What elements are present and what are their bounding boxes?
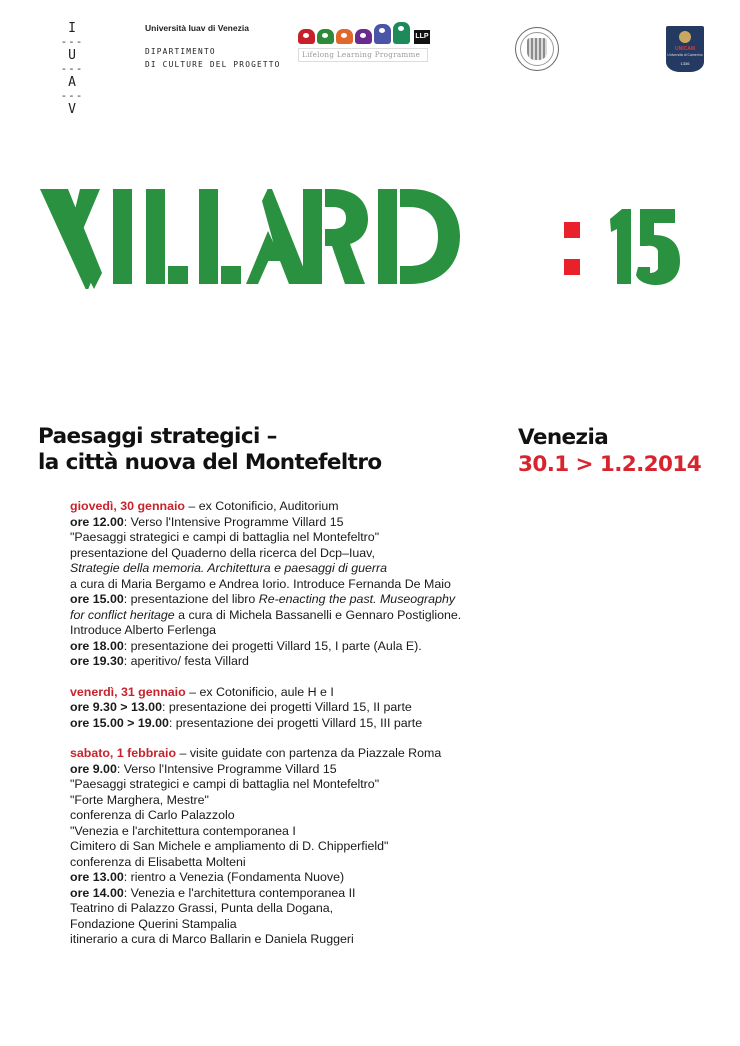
llp-caption: Lifelong Learning Programme: [298, 48, 428, 62]
line-text: : presentazione del libro: [123, 592, 259, 606]
department-name: [145, 45, 281, 71]
line-text: : presentazione dei progetti Villard 15, III parte: [168, 715, 423, 730]
llp-logo: [298, 22, 432, 64]
programme-day: [70, 685, 490, 732]
llp-shape-icon: [374, 24, 391, 44]
iuav-letter: A: [68, 75, 76, 90]
line-text: : presentazione dei progetti Villard 15, II parte: [161, 700, 412, 714]
line-text: "Forte Marghera, Mestre": [70, 792, 209, 807]
programme-line: [70, 886, 490, 902]
unicam-shield-icon: [666, 26, 704, 72]
university-seal-icon: [515, 27, 559, 71]
day-name: giovedì, 30 gennaio: [70, 499, 185, 513]
day-name: venerdì, 31 gennaio: [70, 684, 186, 699]
line-text: presentazione del Quaderno della ricerca del Dcp–Iuav,: [70, 545, 375, 560]
programme-line: [70, 700, 490, 716]
line-text: : Venezia e l'architettura contemporanea II: [123, 885, 356, 900]
programme-line: [70, 870, 490, 886]
day-heading: [70, 499, 490, 515]
time-label: ore 18.00: [70, 638, 124, 653]
line-text: : rientro a Venezia (Fondamenta Nuove): [123, 870, 345, 884]
day-venue: – visite guidate con partenza da Piazzale Roma: [176, 746, 442, 760]
programme-line: [70, 901, 490, 917]
time-label: ore 12.00: [70, 514, 124, 529]
programme-line: [70, 639, 490, 655]
line-text: itinerario a cura di Marco Ballarin e Daniela Ruggeri: [70, 932, 354, 946]
llp-shape-icon: [317, 29, 334, 44]
line-text: "Paesaggi strategici e campi di battaglia nel Montefeltro": [70, 530, 380, 544]
iuav-dash: ---: [60, 89, 84, 102]
book-title: Re-enacting the past. Museography: [258, 592, 456, 606]
llp-shape-icon: [336, 29, 353, 44]
time-label: ore 14.00: [70, 885, 124, 900]
line-text: : Verso l'Intensive Programme Villard 15: [116, 761, 337, 776]
time-label: ore 19.30: [70, 654, 124, 668]
programme-line: [70, 546, 490, 562]
event-dates: 30.1 > 1.2.2014: [518, 452, 702, 477]
shield-crest-icon: [679, 31, 691, 43]
llp-shape-icon: [355, 29, 372, 44]
programme-line: [70, 608, 490, 624]
event-city: Venezia: [518, 425, 609, 450]
llp-badge: LLP: [414, 30, 430, 44]
llp-shape-icon: [393, 22, 410, 44]
villard-title: [40, 189, 710, 289]
day-venue: – ex Cotonificio, Auditorium: [184, 499, 339, 513]
shield-subtitle: Università di Camerino: [667, 53, 703, 57]
department-line: DI CULTURE DEL PROGETTO: [145, 60, 281, 69]
programme-line: [70, 793, 490, 809]
time-label: ore 13.00: [70, 870, 124, 884]
line-text: Teatrino di Palazzo Grassi, Punta della Dogana,: [70, 901, 334, 915]
line-text: : presentazione dei progetti Villard 15, I parte (Aula E).: [123, 638, 422, 653]
line-text: : Verso l'Intensive Programme Villard 15: [123, 514, 344, 529]
iuav-logo: [60, 22, 84, 117]
book-title: Strategie della memoria. Architettura e paesaggi di guerra: [70, 561, 388, 575]
programme-line: [70, 716, 490, 732]
programme-line: [70, 917, 490, 933]
llp-shape-icon: [298, 29, 315, 44]
programme-day: [70, 499, 490, 670]
programme-line: [70, 762, 490, 778]
iuav-letter: V: [68, 102, 76, 117]
villard-wordmark-icon: [40, 189, 710, 289]
programme-line: [70, 839, 490, 855]
programme-line: [70, 932, 490, 948]
event-subtitle: [38, 424, 382, 476]
programme-line: [70, 561, 490, 577]
iuav-dash: ---: [60, 62, 84, 75]
programme-line: [70, 824, 490, 840]
line-text: "Paesaggi strategici e campi di battaglia nel Montefeltro": [70, 777, 380, 791]
subtitle-line: la città nuova del Montefeltro: [38, 450, 382, 475]
line-text: Introduce Alberto Ferlenga: [70, 623, 217, 637]
subtitle-line: Paesaggi strategici –: [38, 424, 277, 449]
city-dates: [518, 424, 701, 478]
seal-emblem-icon: [527, 38, 547, 60]
iuav-dash: ---: [60, 35, 84, 48]
programme-line: [70, 808, 490, 824]
programme: [70, 499, 490, 963]
programme-line: [70, 623, 490, 639]
line-text: conferenza di Carlo Palazzolo: [70, 808, 235, 822]
day-heading: [70, 685, 490, 701]
programme-line: [70, 855, 490, 871]
programme-line: [70, 592, 490, 608]
university-name: Università Iuav di Venezia: [145, 23, 249, 33]
iuav-letter: I: [68, 21, 76, 36]
programme-line: [70, 577, 490, 593]
time-label: ore 9.30 > 13.00: [70, 700, 162, 714]
university-block: [145, 23, 281, 71]
time-label: ore 15.00: [70, 592, 124, 606]
line-text: Cimitero di San Michele e ampliamento di D. Chipperfield": [70, 839, 389, 853]
line-text: a cura di Michela Bassanelli e Gennaro Postiglione.: [174, 607, 462, 622]
iuav-letter: U: [68, 48, 76, 63]
day-heading: [70, 746, 490, 762]
line-text: conferenza di Elisabetta Molteni: [70, 854, 246, 869]
programme-line: [70, 777, 490, 793]
department-line: DIPARTIMENTO: [145, 47, 216, 56]
line-text: a cura di Maria Bergamo e Andrea Iorio. Introduce Fernanda De Maio: [70, 576, 451, 591]
line-text: : aperitivo/ festa Villard: [123, 654, 249, 668]
line-text: Fondazione Querini Stampalia: [70, 916, 237, 931]
time-label: ore 9.00: [70, 761, 117, 776]
programme-day: [70, 746, 490, 948]
day-name: sabato, 1 febbraio: [70, 746, 177, 760]
llp-shapes: [298, 22, 432, 44]
day-venue: – ex Cotonificio, aule H e I: [185, 684, 334, 699]
line-text: "Venezia e l'architettura contemporanea I: [70, 823, 296, 838]
book-title: for conflict heritage: [70, 607, 175, 622]
programme-line: [70, 515, 490, 531]
programme-line: [70, 654, 490, 670]
programme-line: [70, 530, 490, 546]
time-label: ore 15.00 > 19.00: [70, 715, 169, 730]
shield-year: 1336: [680, 61, 690, 66]
shield-name: UNICAM: [675, 46, 695, 52]
